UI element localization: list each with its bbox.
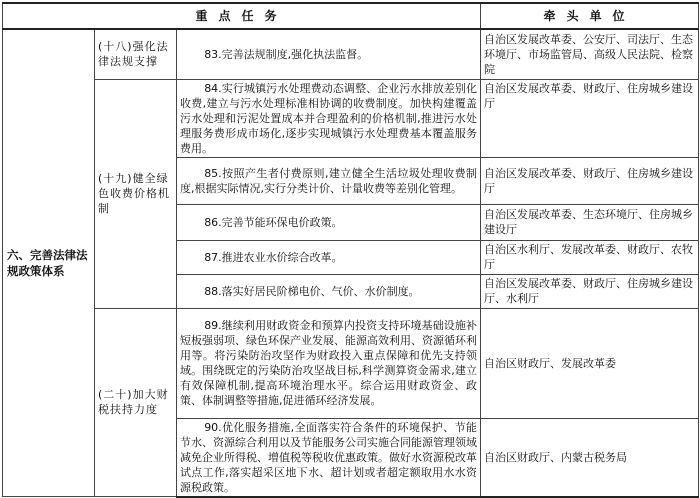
group-label: (十九)健全绿色收费价格机制: [95, 79, 177, 308]
task-cell: 86.完善节能环保电价政策。: [177, 204, 481, 240]
lead-unit-cell: 自治区财政厅、发展改革委: [481, 308, 699, 418]
section-title: 六、完善法律法规政策体系: [3, 29, 95, 497]
table-row: [3, 79, 699, 157]
lead-unit-cell: 自治区水利厅、发展改革委、财政厅、农牧厅: [481, 240, 699, 274]
group-label: (十八)强化法律法规支撑: [95, 29, 177, 79]
header-key-tasks: 重点任务: [3, 3, 481, 29]
group-label: (二十)加大财税扶持力度: [95, 308, 177, 497]
task-cell: 90.优化服务措施,全面落实符合条件的环境保护、节能节水、资源综合利用以及节能服务公司实施合同能源管理领域减免企业所得税、增值税等税收优惠政策。做好水资源税改革试点工作,落实超采区地下水、超计划或者超定额取用水水资源税政策。: [177, 418, 481, 497]
lead-unit-cell: 自治区发展改革委、公安厅、司法厅、生态环境厅、市场监管局、高级人民法院、检察院: [481, 29, 699, 79]
table-header-row: [3, 3, 699, 29]
lead-unit-cell: 自治区发展改革委、财政厅、住房城乡建设厅、水利厅: [481, 274, 699, 308]
task-cell: 89.继续利用财政资金和预算内投资支持环境基础设施补短板强弱项、绿色环保产业发展、能源高效利用、资源循环利用等。将污染防治攻坚作为财政投入重点保障和优先支持领域。围绕既定的污染防治攻坚战目标,科学测算资金需求,建立有效保障机制,提高环境治理水平。综合运用财政资金、政策、体制调整等措施,促进循环经济发展。: [177, 308, 481, 418]
task-cell: 87.推进农业水价综合改革。: [177, 240, 481, 274]
task-cell: 85.按照产生者付费原则,建立健全生活垃圾处理收费制度,根据实际情况,实行分类计价、计量收费等差别化管理。: [177, 157, 481, 204]
lead-unit-cell: 自治区财政厅、内蒙古税务局: [481, 418, 699, 497]
lead-unit-cell: 自治区发展改革委、生态环境厅、住房城乡建设厅: [481, 204, 699, 240]
task-cell: 88.落实好居民阶梯电价、气价、水价制度。: [177, 274, 481, 308]
table-row: [3, 308, 699, 418]
table-row: [3, 29, 699, 79]
lead-unit-cell: 自治区发展改革委、财政厅、住房城乡建设厅: [481, 157, 699, 204]
task-cell: 83.完善法规制度,强化执法监督。: [177, 29, 481, 79]
header-lead-units: 牵头单位: [481, 3, 699, 29]
task-cell: 84.实行城镇污水处理费动态调整、企业污水排放差别化收费,建立与污水处理标准相协调的收费制度。加快构建覆盖污水处理和污泥处置成本并合理盈利的价格机制,推进污水处理服务费形成市场化,逐步实现城镇污水处理费基本覆盖服务费用。: [177, 79, 481, 157]
policy-task-table: [2, 2, 699, 498]
lead-unit-cell: 自治区发展改革委、财政厅、住房城乡建设厅: [481, 79, 699, 157]
